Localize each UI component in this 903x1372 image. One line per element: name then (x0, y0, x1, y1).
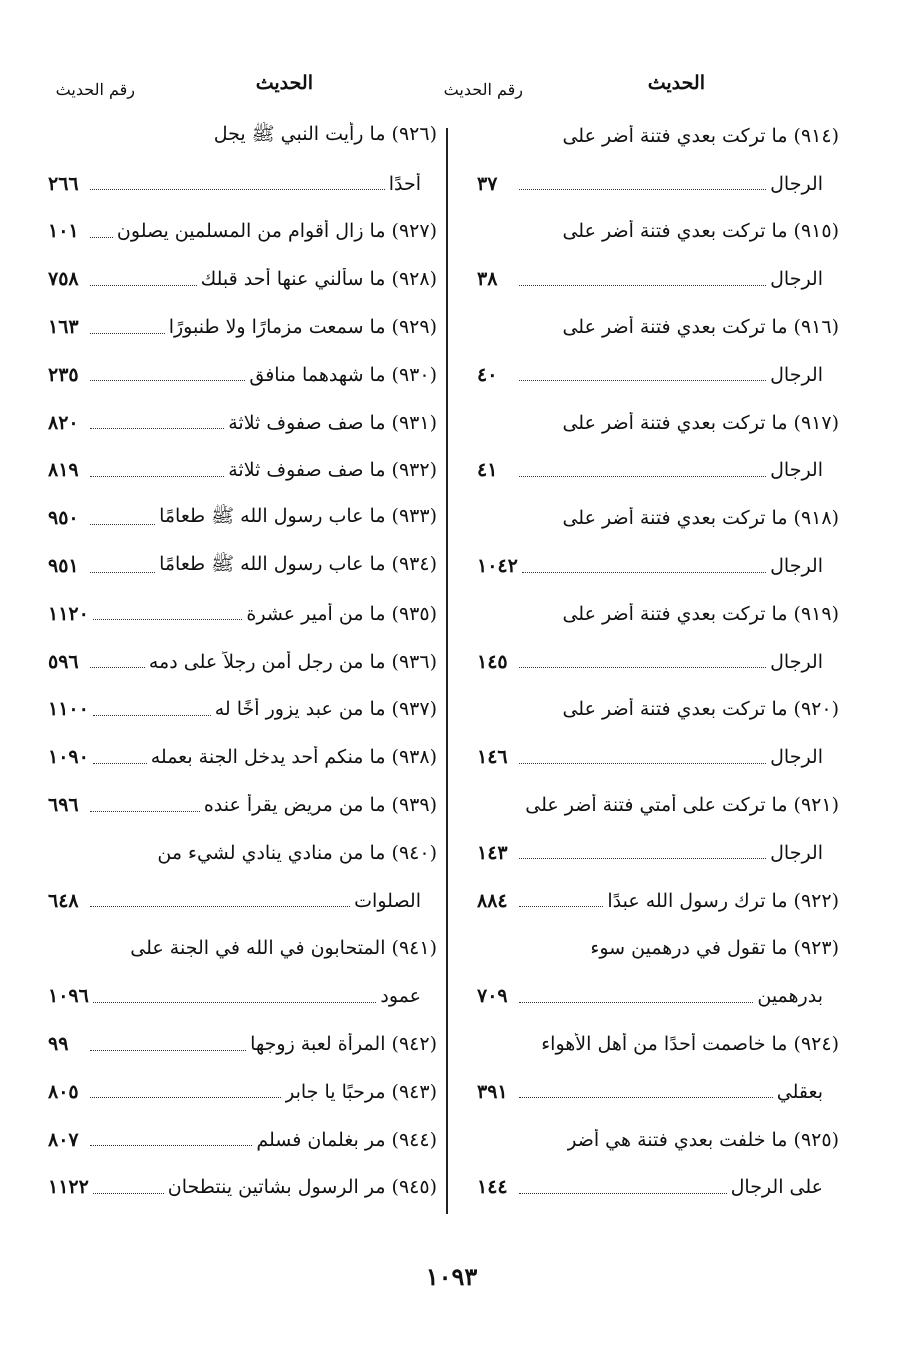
index-entry-line (48, 877, 437, 925)
entry-text: (٩٣٩) ما من مريض يقرأ عنده (203, 794, 437, 817)
hadith-number: ٨٨٤ (477, 889, 508, 912)
leader-dots (519, 476, 766, 477)
entry-text: (٩١٥) ما تركت بعدي فتنة أضر على (562, 220, 839, 243)
entry-text: الرجال (770, 172, 823, 195)
hadith-number: ٩٥١ (48, 555, 79, 578)
entry-text: الرجال (770, 363, 823, 386)
entry-text: (٩٣٦) ما من رجل أمن رجلاً على دمه (148, 650, 437, 673)
entry-text: الصلوات (354, 889, 421, 912)
hadith-number: ١٠٩٦ (48, 985, 89, 1008)
hadith-number: ١١٢٢ (48, 1176, 89, 1199)
index-entry-line (477, 1020, 839, 1068)
entry-text: (٩٢٩) ما سمعت مزمارًا ولا طنبورًا (168, 316, 437, 339)
hadith-number: ٨٢٠ (48, 411, 79, 434)
leader-dots (519, 1193, 727, 1194)
hadith-number: ٨٠٧ (48, 1128, 79, 1151)
leader-dots (93, 715, 211, 716)
left-hadith-header: الحديث (255, 72, 313, 94)
index-entry-line (477, 925, 839, 973)
leader-dots (90, 476, 224, 477)
hadith-number: ٢٦٦ (48, 172, 79, 195)
hadith-number: ١١٠٠ (48, 698, 89, 721)
index-entry-line (477, 829, 839, 877)
leader-dots (90, 572, 155, 573)
hadith-number: ١٠٤٢ (477, 555, 518, 578)
index-entry-line (48, 208, 437, 256)
leader-dots (519, 763, 766, 764)
hadith-number: ٤١ (477, 459, 498, 482)
entry-text: (٩٣٥) ما من أمير عشرة (246, 602, 437, 625)
entry-text: (٩٢٨) ما سألني عنها أحد قبلك (200, 268, 437, 291)
hadith-number: ٩٩ (48, 1033, 69, 1056)
entry-text: (٩٢٦) ما رأيت النبي ﷺ يجل (213, 122, 437, 145)
index-entry-line (48, 255, 437, 303)
entry-text: (٩٢٢) ما ترك رسول الله عبدًا (607, 889, 839, 912)
entry-text: الرجال (770, 841, 823, 864)
leader-dots (93, 619, 243, 620)
entry-text: (٩٤٤) مر بغلمان فسلم (256, 1128, 437, 1151)
leader-dots (90, 285, 197, 286)
entry-text: (٩١٨) ما تركت بعدي فتنة أضر على (562, 507, 839, 530)
index-entry-line (48, 638, 437, 686)
entry-text: (٩٢٣) ما تقول في درهمين سوء (590, 937, 839, 960)
index-entry-line (48, 733, 437, 781)
right-column (477, 112, 839, 1211)
index-entry-line (48, 351, 437, 399)
index-entry-line (477, 447, 839, 495)
leader-dots (90, 428, 224, 429)
index-entry-line (48, 1020, 437, 1068)
hadith-number: ٨٠٥ (48, 1080, 79, 1103)
index-entry-line (48, 542, 437, 590)
index-entry-line (477, 638, 839, 686)
index-entry-line (48, 1116, 437, 1164)
leader-dots (519, 189, 766, 190)
leader-dots (90, 1050, 246, 1051)
index-entry-line (48, 829, 437, 877)
hadith-number: ٣٧ (477, 172, 498, 195)
hadith-number: ٩٥٠ (48, 507, 79, 530)
index-entry-line (477, 542, 839, 590)
index-entry-line (477, 972, 839, 1020)
hadith-number: ٧٠٩ (477, 985, 508, 1008)
entry-text: الرجال (770, 459, 823, 482)
entry-text: (٩٢١) ما تركت على أمتي فتنة أضر على (525, 794, 839, 817)
index-entry-line (477, 1164, 839, 1212)
index-entry-line (48, 494, 437, 542)
entry-text: الرجال (770, 746, 823, 769)
index-entry-line (48, 925, 437, 973)
index-entry-line (477, 1116, 839, 1164)
hadith-number: ٦٤٨ (48, 889, 79, 912)
index-entry-line (477, 160, 839, 208)
entry-text: (٩٢٧) ما زال أقوام من المسلمين يصلون (116, 220, 437, 243)
leader-dots (93, 1002, 377, 1003)
entry-text: (٩٤٢) المرأة لعبة زوجها (250, 1033, 437, 1056)
index-entry-line (477, 303, 839, 351)
column-divider (446, 128, 448, 1214)
index-entry-line (48, 303, 437, 351)
index-entry-line (48, 399, 437, 447)
entry-text: (٩٣٧) ما من عبد يزور أخًا له (214, 698, 437, 721)
hadith-number: ١٤٦ (477, 746, 508, 769)
index-entry-line (48, 972, 437, 1020)
entry-text: الرجال (770, 268, 823, 291)
entry-text: الرجال (770, 555, 823, 578)
hadith-number: ٤٠ (477, 363, 498, 386)
index-entry-line (477, 255, 839, 303)
hadith-number: ٣٩١ (477, 1080, 508, 1103)
leader-dots (519, 1002, 753, 1003)
leader-dots (522, 572, 766, 573)
leader-dots (519, 858, 766, 859)
index-entry-line (477, 399, 839, 447)
leader-dots (90, 237, 113, 238)
entry-text: (٩٢٥) ما خلفت بعدي فتنة هي أضر (567, 1128, 839, 1151)
index-entry-line (48, 781, 437, 829)
leader-dots (519, 1097, 773, 1098)
right-number-header: رقم الحديث (443, 80, 523, 99)
hadith-number: ١٤٤ (477, 1176, 508, 1199)
right-hadith-header: الحديث (647, 72, 705, 94)
leader-dots (93, 763, 147, 764)
hadith-number: ١١٢٠ (48, 602, 89, 625)
index-entry-line (48, 1164, 437, 1212)
index-entry-line (477, 351, 839, 399)
entry-text: (٩٤٥) مر الرسول بشاتين ينتطحان (167, 1176, 437, 1199)
hadith-number: ١٠١ (48, 220, 79, 243)
entry-text: (٩٣٨) ما منكم أحد يدخل الجنة بعمله (150, 746, 437, 769)
leader-dots (90, 189, 385, 190)
leader-dots (90, 667, 145, 668)
hadith-number: ٨١٩ (48, 459, 79, 482)
index-entry-line (477, 686, 839, 734)
index-entry-line (477, 1068, 839, 1116)
index-entry-line (477, 494, 839, 542)
entry-text: (٩٤٣) مرحبًا يا جابر (285, 1080, 437, 1103)
leader-dots (90, 811, 200, 812)
index-entry-line (477, 781, 839, 829)
index-entry-line (477, 590, 839, 638)
entry-text: بدرهمين (757, 985, 823, 1008)
entry-text: (٩٢٠) ما تركت بعدي فتنة أضر على (562, 698, 839, 721)
entry-text: (٩٢٤) ما خاصمت أحدًا من أهل الأهواء (541, 1033, 839, 1056)
index-entry-line (477, 733, 839, 781)
leader-dots (90, 380, 245, 381)
leader-dots (519, 380, 766, 381)
entry-text: (٩٣١) ما صف صفوف ثلاثة (228, 411, 437, 434)
entry-text: (٩٣٠) ما شهدهما منافق (249, 363, 437, 386)
entry-text: (٩٣٢) ما صف صفوف ثلاثة (228, 459, 437, 482)
hadith-number: ١٦٣ (48, 316, 79, 339)
entry-text: (٩١٩) ما تركت بعدي فتنة أضر على (562, 602, 839, 625)
leader-dots (90, 1097, 281, 1098)
index-entry-line (48, 160, 437, 208)
index-entry-line (48, 112, 437, 160)
entry-text: على الرجال (730, 1176, 823, 1199)
entry-text: (٩١٧) ما تركت بعدي فتنة أضر على (562, 411, 839, 434)
hadith-number: ١٠٩٠ (48, 746, 89, 769)
index-entry-line (477, 208, 839, 256)
entry-text: (٩١٦) ما تركت بعدي فتنة أضر على (562, 316, 839, 339)
hadith-number: ٦٩٦ (48, 794, 79, 817)
leader-dots (90, 906, 350, 907)
leader-dots (519, 285, 766, 286)
entry-text: الرجال (770, 650, 823, 673)
left-number-header: رقم الحديث (55, 80, 135, 99)
entry-text: أحدًا (388, 172, 421, 195)
leader-dots (90, 524, 155, 525)
hadith-number: ٥٩٦ (48, 650, 79, 673)
entry-text: عمود (380, 985, 421, 1008)
entry-text: (٩٣٣) ما عاب رسول الله ﷺ طعامًا (159, 505, 437, 528)
index-entry-line (48, 590, 437, 638)
leader-dots (90, 1145, 252, 1146)
index-entry-line (477, 877, 839, 925)
hadith-number: ٧٥٨ (48, 268, 79, 291)
entry-text: بعقلي (776, 1080, 823, 1103)
index-entry-line (48, 686, 437, 734)
entry-text: (٩١٤) ما تركت بعدي فتنة أضر على (562, 124, 839, 147)
leader-dots (90, 333, 165, 334)
leader-dots (93, 1193, 164, 1194)
entry-text: (٩٤٠) ما من منادي ينادي لشيء من (157, 841, 437, 864)
entry-text: (٩٤١) المتحابون في الله في الجنة على (130, 937, 437, 960)
hadith-number: ١٤٣ (477, 841, 508, 864)
index-entry-line (48, 1068, 437, 1116)
index-entry-line (477, 112, 839, 160)
hadith-number: ٢٣٥ (48, 363, 79, 386)
leader-dots (519, 667, 766, 668)
index-entry-line (48, 447, 437, 495)
left-column (48, 112, 437, 1211)
page-number: ١٠٩٣ (425, 1262, 478, 1291)
leader-dots (519, 906, 603, 907)
hadith-number: ١٤٥ (477, 650, 508, 673)
hadith-number: ٣٨ (477, 268, 498, 291)
entry-text: (٩٣٤) ما عاب رسول الله ﷺ طعامًا (159, 553, 437, 576)
